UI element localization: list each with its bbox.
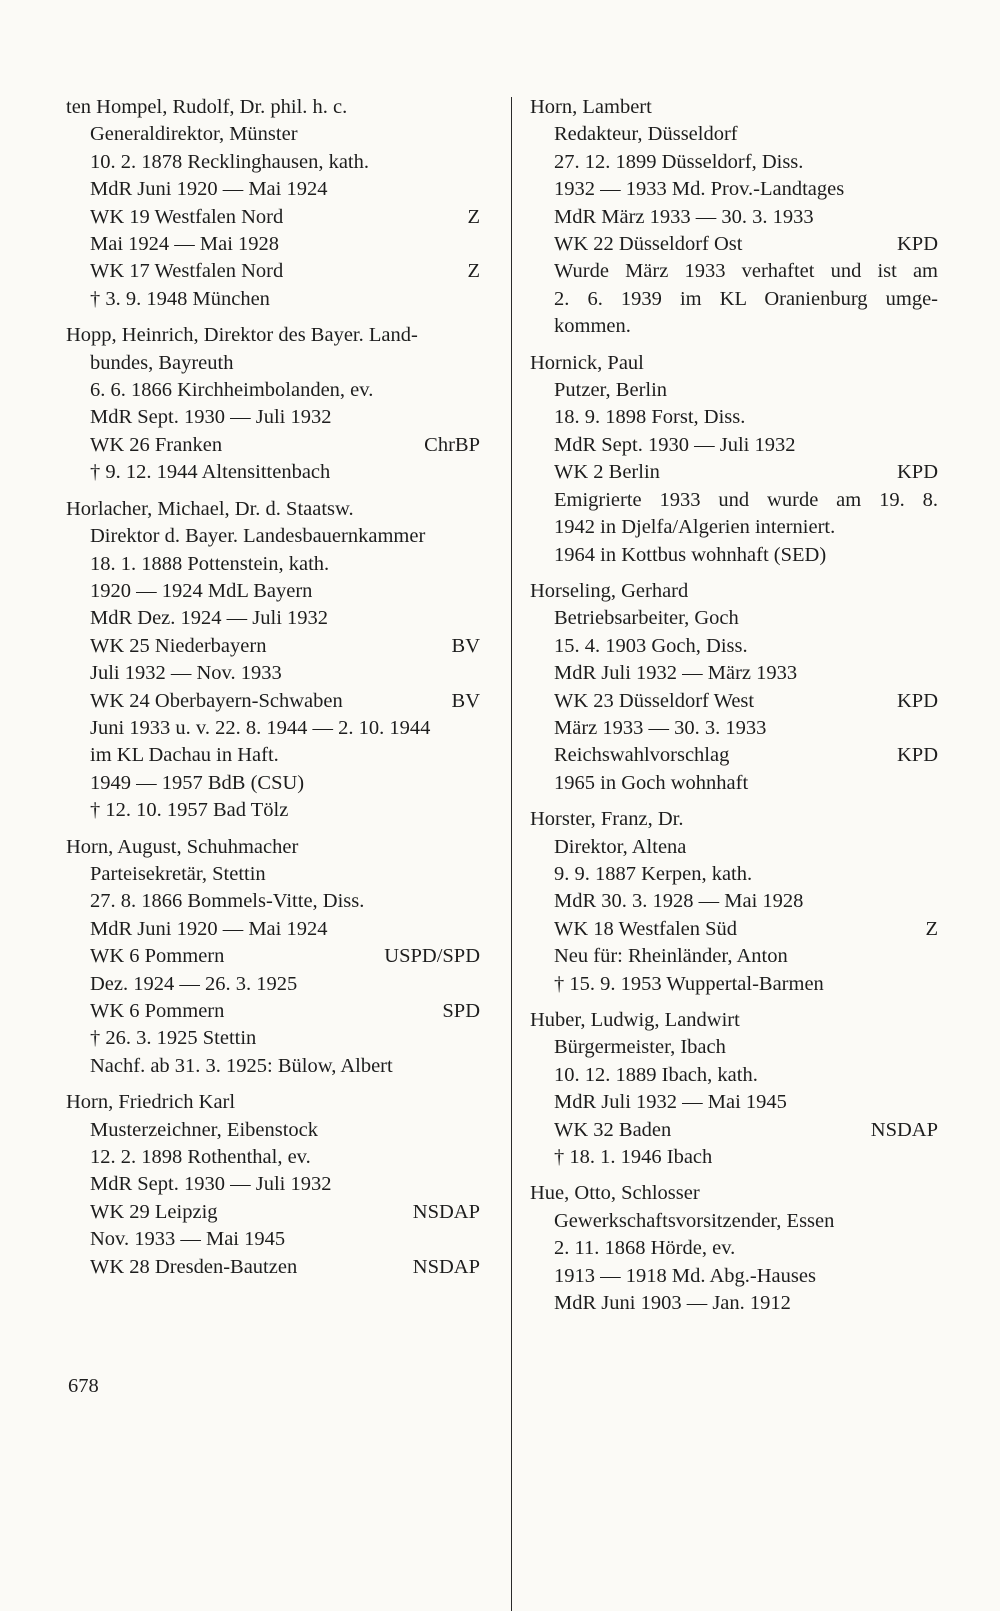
entry-line [66, 971, 480, 998]
entry-text: WK 6 Pommern [90, 1000, 225, 1022]
entry-line [530, 487, 938, 514]
entry-name: Horn, August, Schuhmacher [66, 835, 299, 858]
biography-entry [66, 496, 480, 825]
entry-text: MdR März 1933 — 30. 3. 1933 [554, 205, 814, 228]
entry-line [66, 916, 480, 943]
entry-line [530, 149, 938, 176]
entry-text: WK 19 Westfalen Nord [90, 205, 284, 228]
entry-name: Horn, Friedrich Karl [66, 1091, 236, 1114]
entry-text: 18. 9. 1898 Forst, Diss. [554, 406, 746, 429]
entry-name: Horlacher, Michael, Dr. d. Staatsw. [66, 497, 354, 520]
entry-text: Putzer, Berlin [554, 379, 668, 402]
entry-text: MdR Juni 1920 — Mai 1924 [90, 178, 328, 201]
entry-line [66, 350, 480, 377]
entry-line [66, 633, 480, 660]
entry-line [530, 404, 938, 431]
entry-line [66, 660, 480, 687]
entry-line [66, 523, 480, 550]
entry-name: ten Hompel, Rudolf, Dr. phil. h. c. [66, 96, 348, 118]
entry-text: MdR Sept. 1930 — Juli 1932 [90, 1173, 332, 1196]
entry-text: Juni 1933 u. v. 22. 8. 1944 — 2. 10. 1944 [90, 716, 431, 739]
entry-heading [66, 496, 480, 523]
entry-line [530, 633, 938, 660]
entry-line [66, 258, 480, 285]
page-number: 678 [68, 1375, 99, 1397]
entry-line [66, 459, 480, 486]
entry-line [530, 258, 938, 285]
entry-text: MdR Juli 1932 — März 1933 [554, 662, 798, 685]
entry-heading [530, 94, 938, 121]
entry-line [66, 1144, 480, 1171]
entry-text: Direktor, Altena [554, 835, 687, 858]
entry-line [66, 121, 480, 148]
party-affiliation: NSDAP [412, 1200, 480, 1223]
entry-name: Horn, Lambert [530, 96, 652, 118]
entry-text: † 3. 9. 1948 München [90, 287, 270, 310]
entry-text: 1920 — 1924 MdL Bayern [90, 579, 313, 602]
entry-text: WK 26 Franken [90, 433, 223, 456]
entry-name: Horster, Franz, Dr. [530, 808, 684, 831]
entry-line [530, 176, 938, 203]
entry-text: WK 22 Düsseldorf Ost [554, 233, 743, 256]
entry-line [66, 231, 480, 258]
party-affiliation: KPD [896, 689, 938, 712]
entry-line [66, 1199, 480, 1226]
entry-line [66, 286, 480, 313]
entry-text: Musterzeichner, Eibenstock [90, 1118, 319, 1141]
entry-line [530, 377, 938, 404]
entry-line [530, 1235, 938, 1262]
party-affiliation: NSDAP [412, 1255, 480, 1278]
entry-heading [66, 322, 480, 349]
entry-heading [66, 94, 480, 121]
entry-text: Emigrierte 1933 und wurde am 19. 8. [554, 488, 938, 511]
entry-text: Gewerkschaftsvorsitzender, Essen [554, 1209, 835, 1232]
entry-text: 1942 in Djelfa/Algerien interniert. [554, 516, 836, 539]
party-affiliation: KPD [896, 461, 938, 484]
entry-text: 1932 — 1933 Md. Prov.-Landtages [554, 178, 845, 201]
entry-line [530, 1144, 938, 1171]
biography-entry [530, 1180, 938, 1317]
entry-line [530, 605, 938, 632]
column-divider [511, 97, 512, 1611]
entry-heading [530, 350, 938, 377]
biography-entry [530, 1007, 938, 1171]
entry-line [530, 514, 938, 541]
entry-text: Reichswahlvorschlag [554, 744, 730, 767]
biography-entry [66, 1089, 480, 1281]
entry-text: Mai 1924 — Mai 1928 [90, 233, 280, 256]
entry-text: 1913 — 1918 Md. Abg.-Hauses [554, 1264, 816, 1287]
entry-line [66, 1117, 480, 1144]
party-affiliation: KPD [896, 233, 938, 256]
biography-entry [530, 806, 938, 998]
entry-text: WK 2 Berlin [554, 461, 660, 484]
entry-text: WK 29 Leipzig [90, 1200, 218, 1223]
party-affiliation: BV [451, 634, 480, 657]
entry-line [530, 861, 938, 888]
entry-text: kommen. [554, 315, 631, 338]
entry-line [530, 313, 938, 340]
entry-text: MdR Sept. 1930 — Juli 1932 [554, 433, 796, 456]
entry-line [66, 1171, 480, 1198]
entry-text: Nov. 1933 — Mai 1945 [90, 1228, 286, 1251]
party-affiliation: USPD/SPD [384, 945, 480, 968]
entry-line [66, 770, 480, 797]
entry-line [530, 1034, 938, 1061]
entry-text: † 26. 3. 1925 Stettin [90, 1027, 257, 1050]
entry-line [66, 404, 480, 431]
entry-text: Redakteur, Düsseldorf [554, 123, 738, 146]
party-affiliation: KPD [896, 744, 938, 767]
entry-heading [530, 578, 938, 605]
entry-heading [66, 1089, 480, 1116]
entry-line [530, 770, 938, 797]
entry-line [66, 1254, 480, 1281]
entry-text: 10. 12. 1889 Ibach, kath. [554, 1063, 758, 1086]
entry-name: Hue, Otto, Schlosser [530, 1182, 700, 1205]
entry-text: MdR Juni 1920 — Mai 1924 [90, 917, 328, 940]
entry-text: WK 6 Pommern [90, 945, 225, 968]
entry-line [530, 742, 938, 769]
entry-text: Wurde März 1933 verhaftet und ist am [554, 260, 938, 283]
entry-line [530, 1290, 938, 1317]
entry-text: WK 18 Westfalen Süd [554, 917, 738, 940]
entry-line [530, 834, 938, 861]
biography-entry [66, 94, 480, 313]
entry-line [530, 660, 938, 687]
entry-heading [66, 834, 480, 861]
biography-entry [530, 94, 938, 341]
entry-name: Horseling, Gerhard [530, 579, 689, 602]
party-affiliation: ChrBP [424, 433, 480, 456]
entry-line [66, 888, 480, 915]
entry-line [530, 1089, 938, 1116]
entry-line [530, 1208, 938, 1235]
entry-text: 15. 4. 1903 Goch, Diss. [554, 634, 748, 657]
biography-entry [66, 322, 480, 486]
entry-line [530, 888, 938, 915]
entry-text: 1964 in Kottbus wohnhaft (SED) [554, 543, 827, 566]
entry-line [66, 1025, 480, 1052]
entry-text: Direktor d. Bayer. Landesbauernkammer [90, 525, 426, 548]
entry-text: 2. 6. 1939 im KL Oranienburg umge- [554, 287, 938, 310]
entry-text: Parteisekretär, Stettin [90, 862, 266, 885]
right-column [530, 94, 938, 1317]
party-affiliation: Z [467, 205, 480, 228]
entry-text: Dez. 1924 — 26. 3. 1925 [90, 972, 298, 995]
entry-text: 18. 1. 1888 Pottenstein, kath. [90, 552, 330, 575]
party-affiliation: NSDAP [870, 1118, 938, 1141]
entry-text: 12. 2. 1898 Rothenthal, ev. [90, 1146, 311, 1169]
entry-line [66, 551, 480, 578]
entry-line [530, 971, 938, 998]
entry-text: MdR Dez. 1924 — Juli 1932 [90, 607, 329, 630]
entry-text: WK 24 Oberbayern-Schwaben [90, 689, 343, 712]
entry-line [66, 1226, 480, 1253]
entry-text: 10. 2. 1878 Recklinghausen, kath. [90, 150, 369, 173]
entry-text: MdR 30. 3. 1928 — Mai 1928 [554, 890, 804, 913]
entry-heading [530, 1007, 938, 1034]
entry-text: 9. 9. 1887 Kerpen, kath. [554, 862, 753, 885]
entry-line [530, 715, 938, 742]
entry-line [66, 1053, 480, 1080]
entry-line [530, 688, 938, 715]
entry-line [66, 432, 480, 459]
entry-line [66, 943, 480, 970]
entry-text: † 15. 9. 1953 Wuppertal-Barmen [554, 972, 824, 995]
entry-text: 6. 6. 1866 Kirchheimbolanden, ev. [90, 379, 374, 402]
entry-line [66, 204, 480, 231]
entry-text: MdR Juni 1903 — Jan. 1912 [554, 1292, 791, 1315]
entry-line [530, 916, 938, 943]
entry-text: Generaldirektor, Münster [90, 123, 298, 146]
entry-text: 1949 — 1957 BdB (CSU) [90, 771, 305, 794]
entry-text: WK 25 Niederbayern [90, 634, 267, 657]
biography-entry [66, 834, 480, 1081]
entry-heading [530, 1180, 938, 1207]
entry-line [530, 1117, 938, 1144]
entry-line [66, 797, 480, 824]
entry-text: MdR Juli 1932 — Mai 1945 [554, 1091, 787, 1114]
entry-line [66, 715, 480, 742]
entry-name: Huber, Ludwig, Landwirt [530, 1009, 740, 1031]
entry-text: WK 32 Baden [554, 1118, 672, 1141]
entry-line [66, 742, 480, 769]
entry-line [66, 377, 480, 404]
entry-text: 27. 12. 1899 Düsseldorf, Diss. [554, 150, 804, 173]
entry-line [530, 286, 938, 313]
party-affiliation: Z [467, 260, 480, 283]
entry-line [530, 432, 938, 459]
entry-line [66, 605, 480, 632]
entry-line [66, 861, 480, 888]
left-column [66, 94, 480, 1281]
biography-entry [530, 578, 938, 797]
entry-text: Nachf. ab 31. 3. 1925: Bülow, Albert [90, 1054, 393, 1077]
entry-text: 27. 8. 1866 Bommels-Vitte, Diss. [90, 890, 365, 913]
entry-text: 1965 in Goch wohnhaft [554, 771, 749, 794]
entry-text: bundes, Bayreuth [90, 351, 234, 374]
entry-text: 2. 11. 1868 Hörde, ev. [554, 1237, 736, 1260]
entry-name: Hornick, Paul [530, 351, 644, 374]
entry-text: WK 17 Westfalen Nord [90, 260, 284, 283]
entry-line [66, 149, 480, 176]
entry-line [530, 231, 938, 258]
entry-text: Bürgermeister, Ibach [554, 1036, 726, 1059]
entry-line [530, 943, 938, 970]
entry-line [66, 578, 480, 605]
party-affiliation: BV [451, 689, 480, 712]
entry-text: WK 23 Düsseldorf West [554, 689, 755, 712]
entry-line [66, 688, 480, 715]
entry-heading [530, 806, 938, 833]
entry-line [530, 459, 938, 486]
entry-line [530, 121, 938, 148]
entry-text: Betriebsarbeiter, Goch [554, 607, 739, 630]
entry-text: MdR Sept. 1930 — Juli 1932 [90, 406, 332, 429]
entry-text: † 18. 1. 1946 Ibach [554, 1146, 713, 1169]
party-affiliation: Z [925, 917, 938, 940]
entry-text: † 9. 12. 1944 Altensittenbach [90, 461, 331, 484]
entry-name: Hopp, Heinrich, Direktor des Bayer. Land- [66, 324, 418, 347]
entry-line [530, 204, 938, 231]
entry-text: Juli 1932 — Nov. 1933 [90, 662, 282, 685]
entry-text: Neu für: Rheinländer, Anton [554, 945, 788, 968]
entry-text: WK 28 Dresden-Bautzen [90, 1255, 298, 1278]
entry-line [66, 998, 480, 1025]
biography-entry [530, 350, 938, 569]
entry-text: im KL Dachau in Haft. [90, 744, 279, 767]
entry-text: † 12. 10. 1957 Bad Tölz [90, 799, 289, 822]
entry-line [66, 176, 480, 203]
entry-text: März 1933 — 30. 3. 1933 [554, 716, 767, 739]
entry-line [530, 542, 938, 569]
entry-line [530, 1062, 938, 1089]
party-affiliation: SPD [442, 1000, 480, 1022]
entry-line [530, 1263, 938, 1290]
